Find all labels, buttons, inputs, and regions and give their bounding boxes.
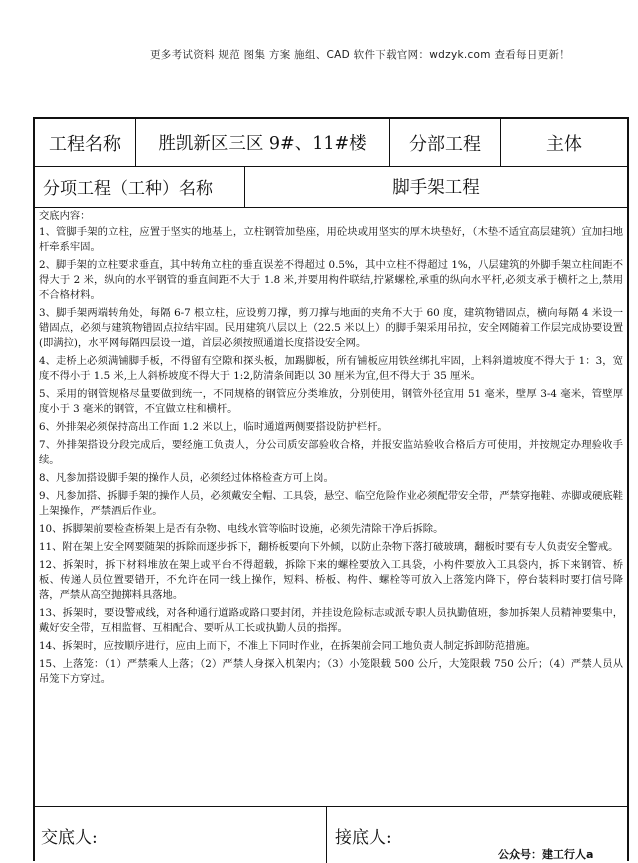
content-item-14: 14、拆架时，应按顺序进行，应由上而下，不准上下同时作业，在拆架前会同工地负责人制定拆卸防范措施。 [39, 640, 537, 652]
content-item-5: 5、采用的钢管规格尽量要做到统一，不同规格的钢管应分类堆放，分别使用，钢管外径宜用 51 毫米，壁厚 3-4 毫米，管壁厚度小于 3 毫米的钢管，不宜做立柱和横杆。 [39, 388, 623, 415]
content-item-15: 15、上落笼：（1）严禁乘人上落；（2）严禁人身探入机架内；（3）小笼限载 500 公斤，大笼限载 750 公斤；（4）严禁人员从吊笼下方穿过。 [39, 658, 623, 685]
content-item-13: 13、拆架时，要设警戒线，对各种通行道路或路口要封闭，并挂设危险标志或派专职人员执勤值班，参加拆架人员精神要集中，戴好安全带，互相监督、互相配合、要听从工长或执勤人员的指挥。 [39, 607, 623, 634]
watermark: 公众号：建工行人a [498, 848, 594, 861]
content-item-12: 12、拆架时，拆下材料堆放在架上或平台不得超载，拆除下来的螺栓要放入工具袋，小构件要放入工具袋内，拆下来钢管、桥板、传递人员位置要错开，不允许在同一线上操作，短料、桥板、构件、螺栓等可放入上落笼内降下，停台装料时要打信号降落，严禁从高空抛掷料具落地。 [39, 559, 623, 601]
subitem-label: 分项工程（工种）名称 [35, 166, 245, 207]
receiver-person-label: 接底人: [335, 828, 392, 848]
handover-person-label: 交底人: [35, 807, 327, 863]
division-label: 分部工程 [390, 119, 501, 166]
content-item-10: 10、拆脚架前要检查桥架上是否有杂物、电线水管等临时设施，必须先清除干净后拆除。 [39, 523, 444, 535]
subitem-value: 脚手架工程 [392, 178, 480, 198]
project-name-value: 胜凯新区三区 9#、11#楼 [136, 119, 390, 166]
content-heading: 交底内容： [39, 210, 91, 222]
division-value: 主体 [546, 133, 582, 155]
content-item-9: 9、凡参加搭、拆脚手架的操作人员，必须戴安全帽、工具袋，悬空、临空危险作业必须配带安全带，严禁穿拖鞋、赤脚或硬底鞋上架操作，严禁酒后作业。 [39, 490, 623, 517]
content-item-3: 3、脚手架两端转角处，每隔 6-7 根立柱，应设剪刀撑，剪刀撑与地面的夹角不大于 60 度，建筑物错固点，横向每隔 4 米设一错固点，必须与建筑物错固点拉结牢固。民用建筑八层以上（22.5 米以上）的脚手架采用吊拉，安全网随着工作层完成协要设置(即满拉)，水平网每隔四层设一道，首层必须按照通道长度搭设安全网。 [39, 307, 623, 349]
header-note: 更多考试资料 规范 图集 方案 施组、CAD 软件下载官网：wdzyk.com 查看每日更新！ [150, 49, 571, 61]
project-row [35, 119, 627, 167]
content-item-8: 8、凡参加搭设脚手架的操作人员，必须经过体格检查方可上岗。 [39, 472, 334, 484]
content-item-6: 6、外排架必须保持高出工作面 1.2 米以上，临时通道两侧要搭设防护栏杆。 [39, 421, 388, 433]
project-name-label: 工程名称 [35, 119, 136, 166]
content-item-1: 1、管脚手架的立柱，应置于坚实的地基上，立柱钢管加垫座，用砼块或用坚实的厚木块垫好，（木垫不适宜高层建筑）宜加扫地杆牵系牢固。 [39, 226, 623, 253]
content-item-11: 11、附在架上安全网要随架的拆除而逐步拆下，翻桥板要向下外倾，以防止杂物下落打破玻璃，翻板时要有专人负责安全警戒。 [39, 541, 619, 553]
subitem-row [35, 166, 627, 208]
disclosure-table [33, 117, 629, 861]
content-item-4: 4、走桥上必须满铺脚手板，不得留有空隙和探头板，加踢脚板，所有铺板应用铁丝绑扎牢固，上料斜道坡度不得大于 1：3，宽度不得小于 1.5 米,上人斜桥坡度不得大于 1:2,防清条间距以 30 厘米为宜,但不得大于 35 厘米。 [39, 355, 623, 382]
content-item-7: 7、外排架搭设分段完成后，要经施工负责人，分公司质安部验收合格，并报安监站验收合格后方可使用，并按规定办理验收手续。 [39, 439, 623, 466]
content-item-2: 2、脚手架的立柱要求垂直，其中转角立柱的垂直误差不得超过 0.5%，其中立柱不得超过 1%，八层建筑的外脚手架立柱间距不得大于 2 米，纵向的水平钢管的垂直间距不大于 1.8 米,并要用构件联结,拧紧螺栓,承重的纵向水平杆,必须支承于横杆之上,禁用不合格材料。 [39, 259, 623, 301]
disclosure-content [35, 207, 627, 807]
